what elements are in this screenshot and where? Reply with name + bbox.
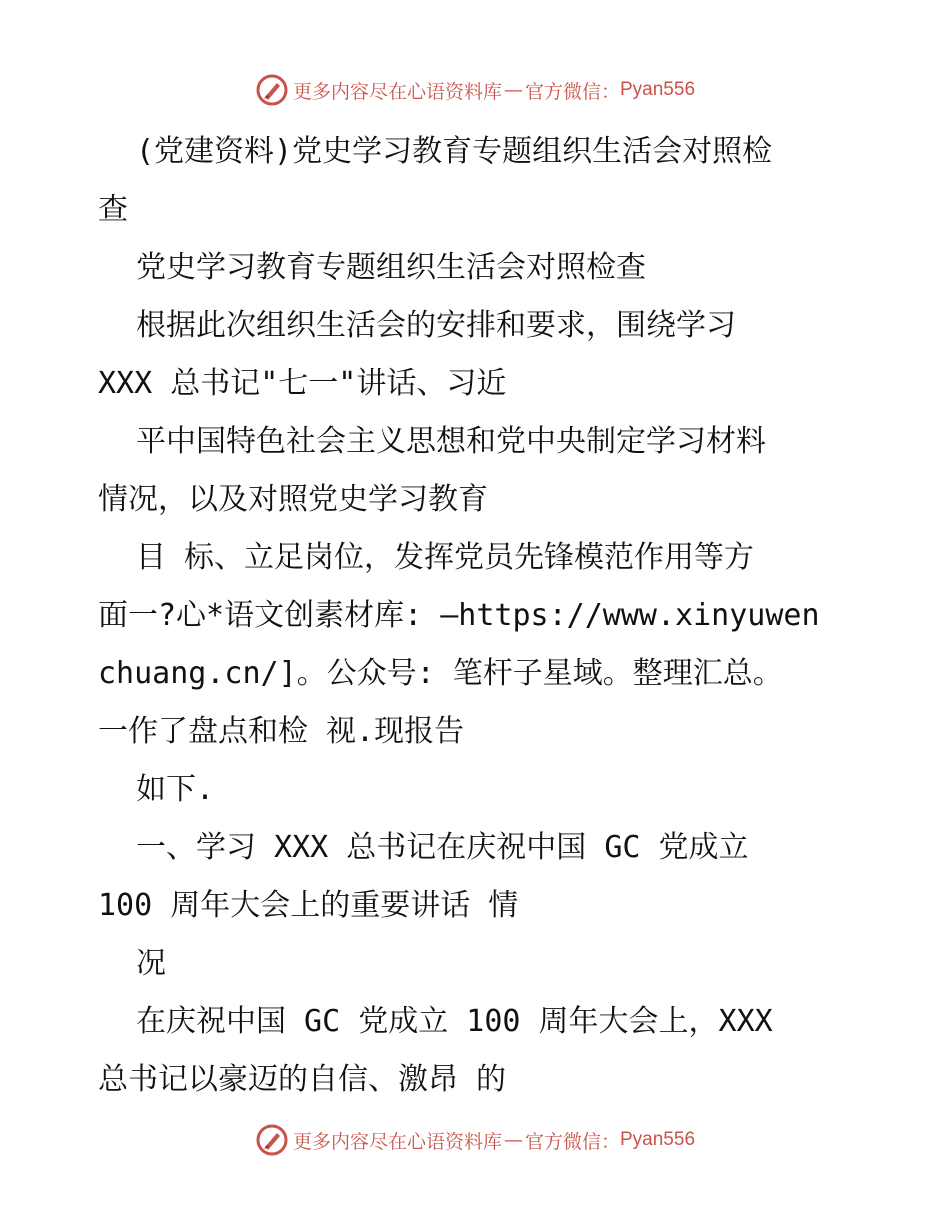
- paragraph-line: 总书记以豪迈的自信、激昂 的: [98, 1062, 507, 1097]
- document-body: [98, 123, 858, 1109]
- banner-wechat-label: 官方微信：: [524, 80, 620, 103]
- subtitle-line: 党史学习教育专题组织生活会对照检查: [136, 250, 646, 285]
- section-heading-line: 100 周年大会上的重要讲话 情: [98, 888, 519, 923]
- paragraph-line: 情况，以及对照党史学习教育: [98, 482, 488, 517]
- pen-logo-icon: [255, 73, 289, 107]
- paragraph-line: 在庆祝中国 GC 党成立 100 周年大会上，XXX: [136, 1004, 773, 1039]
- paragraph-line: XXX 总书记"七一"讲话、习近: [98, 366, 507, 401]
- title-line-2: 查: [98, 192, 128, 227]
- banner-text: 更多内容尽在心语资料库: [292, 80, 502, 103]
- section-heading-line: 况: [136, 946, 166, 981]
- paragraph-line: 根据此次组织生活会的安排和要求，围绕学习: [136, 308, 736, 343]
- footer-watermark-banner: [0, 1120, 950, 1160]
- paragraph-line: 如下.: [136, 772, 215, 807]
- banner-wechat-label: 官方微信：: [524, 1130, 620, 1153]
- header-watermark-banner: [0, 70, 950, 110]
- paragraph-line: 平中国特色社会主义思想和党中央制定学习材料: [136, 424, 766, 459]
- banner-wechat-id: Pyan556: [620, 1129, 696, 1150]
- banner-wechat-id: Pyan556: [620, 79, 696, 100]
- section-heading-line: 一、学习 XXX 总书记在庆祝中国 GC 党成立: [136, 830, 749, 865]
- paragraph-line: 一作了盘点和检 视.现报告: [98, 714, 465, 749]
- pen-logo-icon: [255, 1123, 289, 1157]
- paragraph-line: chuang.cn/]。公众号: 笔杆子星域。整理汇总。: [98, 656, 783, 691]
- banner-separator: —: [503, 1129, 523, 1151]
- paragraph-line: 目 标、立足岗位，发挥党员先锋模范作用等方: [136, 540, 755, 575]
- banner-text: 更多内容尽在心语资料库: [292, 1130, 502, 1153]
- paragraph-line: 面一?心*语文创素材库: —https://www.xinyuwen: [98, 598, 820, 633]
- title-line-1: (党建资料)党史学习教育专题组织生活会对照检: [136, 134, 773, 169]
- banner-separator: —: [503, 79, 523, 101]
